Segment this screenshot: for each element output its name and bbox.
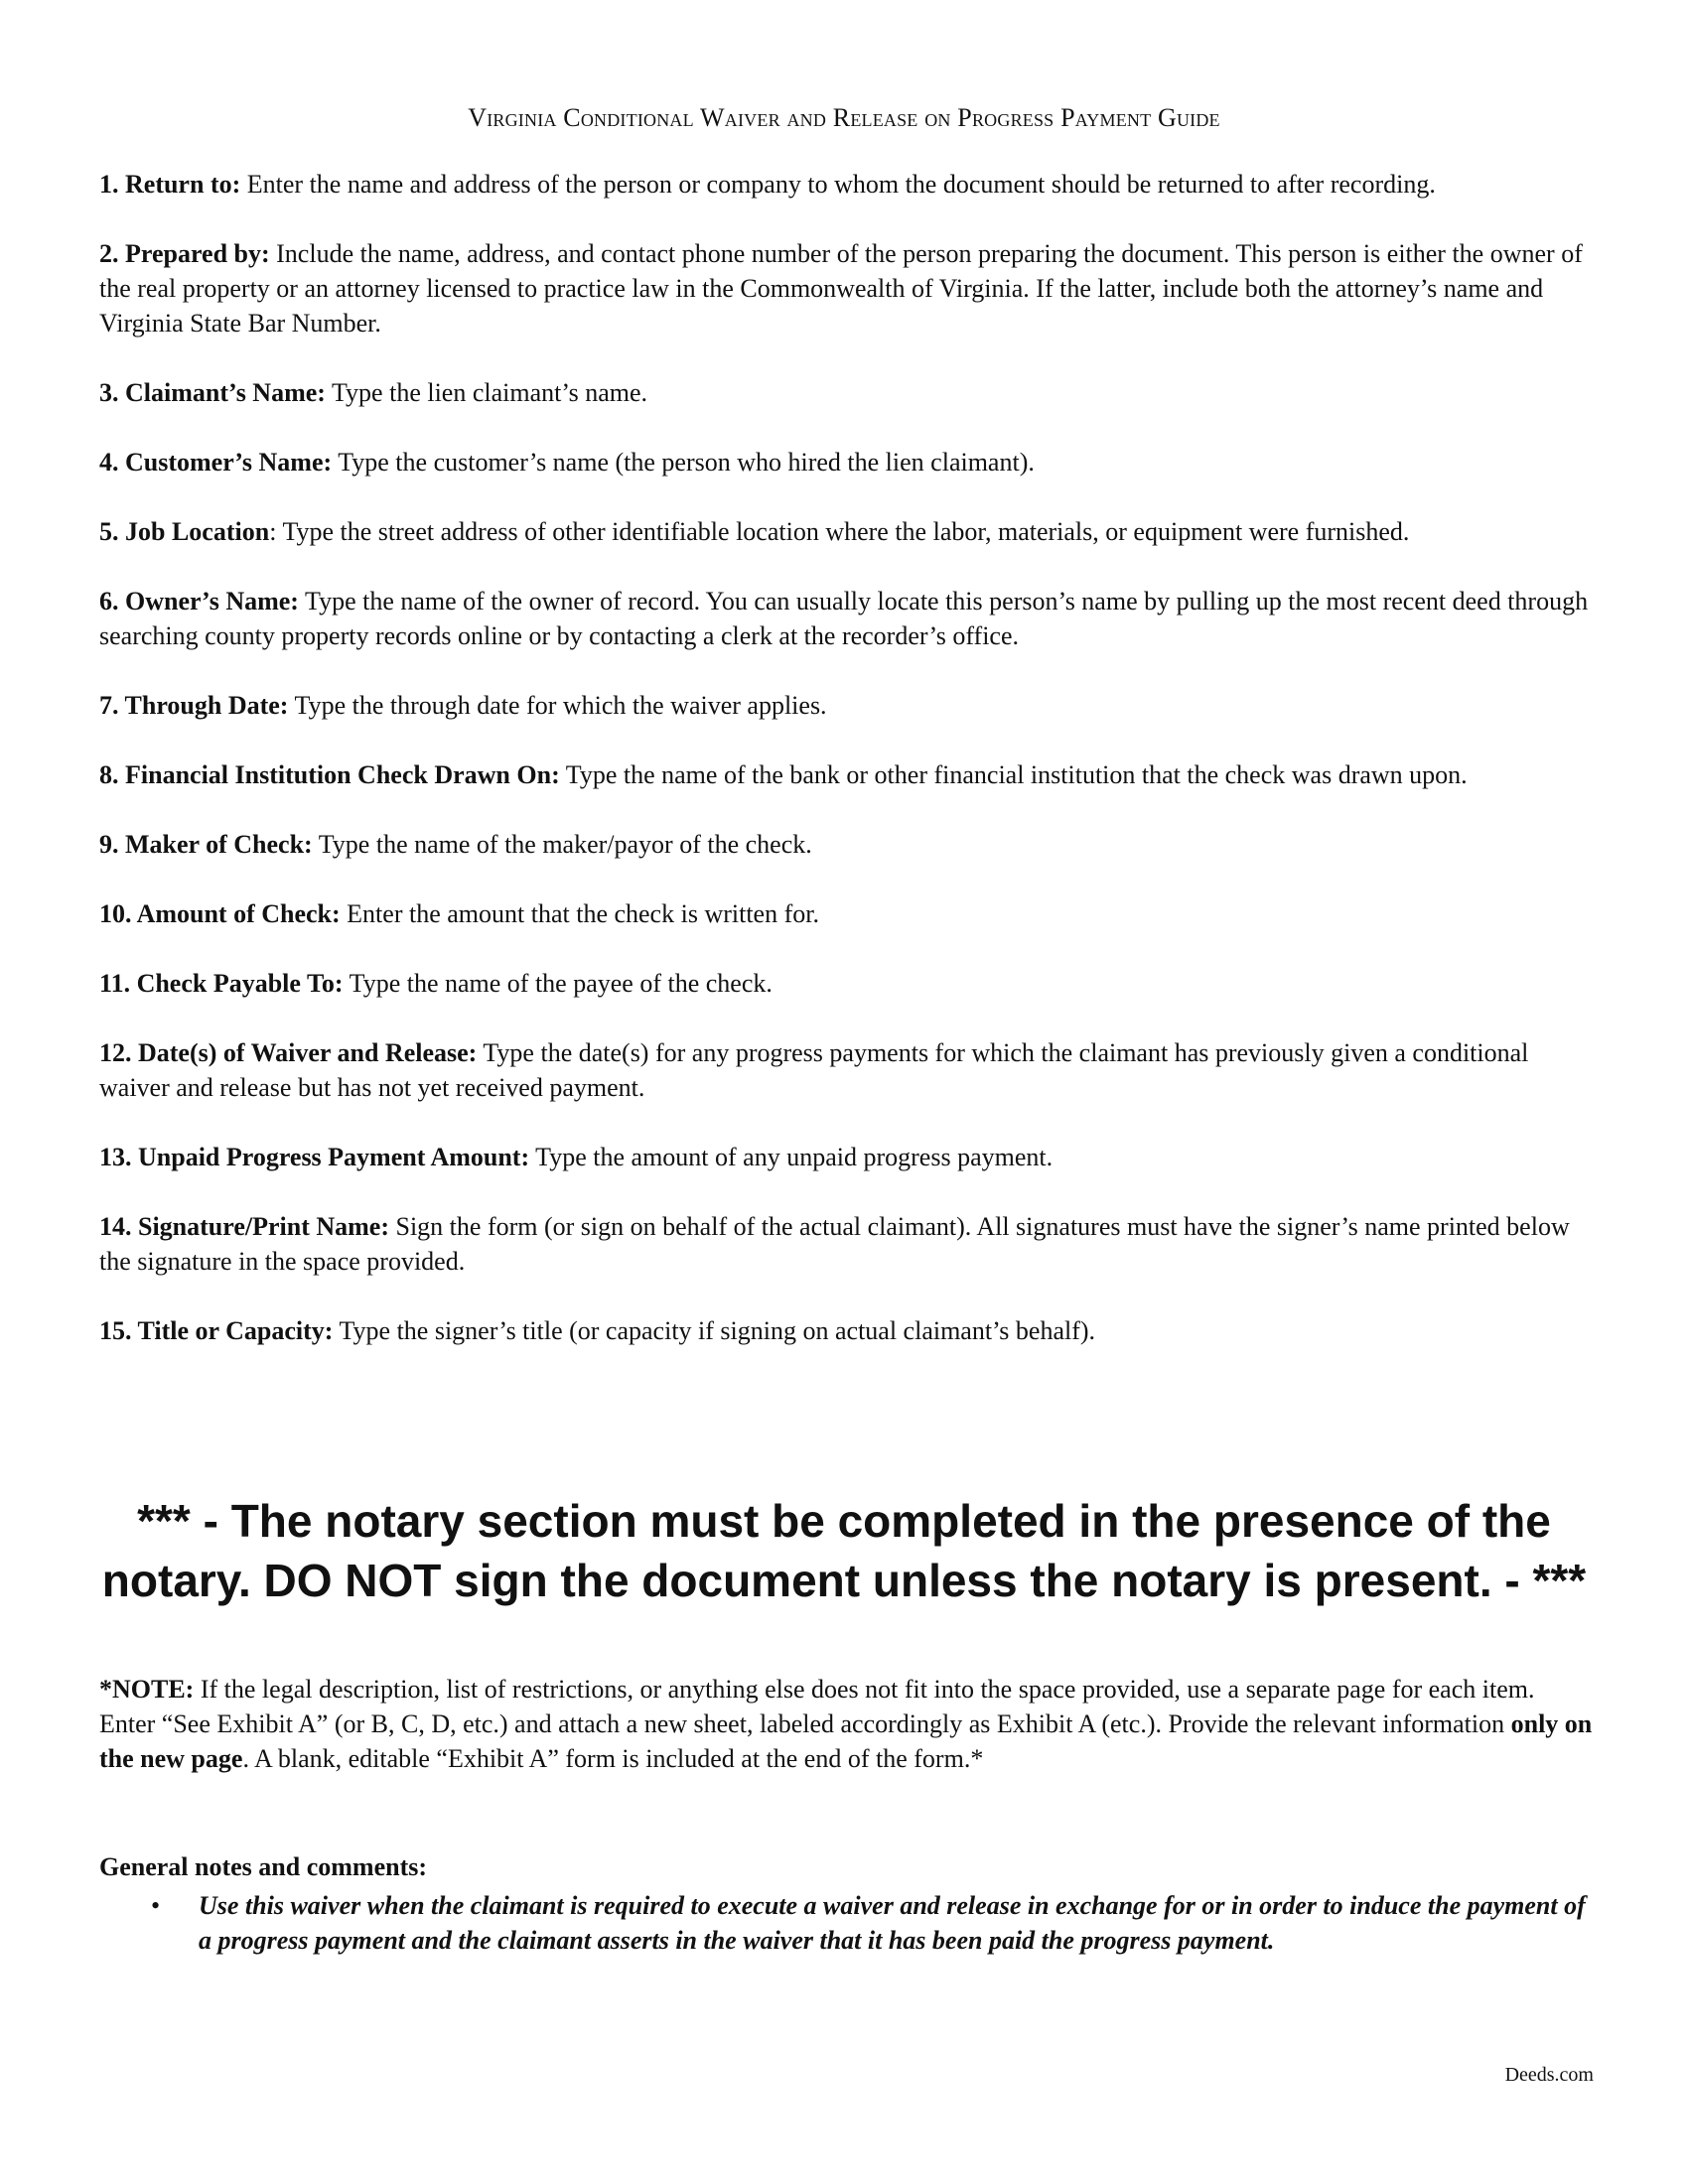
instruction-label: 5. Job Location (99, 517, 270, 546)
instruction-label: 14. Signature/Print Name: (99, 1212, 389, 1241)
instruction-label: 8. Financial Institution Check Drawn On: (99, 760, 560, 789)
instruction-label: 3. Claimant’s Name: (99, 378, 326, 407)
instruction-text: Type the name of the bank or other financial institution that the check was drawn upon. (559, 760, 1468, 789)
general-note-text: Use this waiver when the claimant is required to execute a waiver and release in exchange for or in order to induce the payment of a progress payment and the claimant asserts in the waiver that it has been paid the progress payment. (199, 1891, 1586, 1955)
instruction-item (99, 688, 1594, 723)
instruction-list (99, 167, 1594, 1383)
instruction-text: Type the through date for which the waiver applies. (288, 691, 827, 720)
instruction-item (99, 445, 1594, 479)
note-text-end: . A blank, editable “Exhibit A” form is included at the end of the form.* (242, 1744, 984, 1773)
instruction-text: Type the name of the owner of record. You can usually locate this person’s name by pulling up the most recent deed through searching county property records online or by contacting a clerk at the recorder’s office. (99, 587, 1589, 650)
instruction-item (99, 1313, 1594, 1348)
instruction-label: 6. Owner’s Name: (99, 587, 299, 615)
notary-warning: *** - The notary section must be completed in the presence of the notary. DO NOT sign the document unless the notary is present. - *** (101, 1495, 1587, 1606)
instruction-text: : Type the street address of other identifiable location where the labor, materials, or equipment were furnished. (269, 517, 1410, 546)
general-notes-list (99, 1888, 1594, 1958)
instruction-label: 2. Prepared by: (99, 239, 270, 268)
instruction-text: Sign the form (or sign on behalf of the actual claimant). All signatures must have the signer’s name printed below the signature in the space provided. (99, 1212, 1570, 1276)
note-text: If the legal description, list of restrictions, or anything else does not fit into the space provided, use a separate page for each item. Enter “See Exhibit A” (or B, C, D, etc.) and attach a new sheet, labeled accordingly as Exhibit A (etc.). Provide the relevant information (99, 1675, 1535, 1738)
note-label: *NOTE: (99, 1675, 195, 1704)
instruction-text: Type the date(s) for any progress payments for which the claimant has previously given a conditional waiver and release but has not yet received payment. (99, 1038, 1529, 1102)
instruction-text: Type the name of the maker/payor of the check. (312, 830, 812, 859)
instruction-text: Type the name of the payee of the check. (343, 969, 773, 998)
instruction-label: 1. Return to: (99, 170, 241, 199)
instruction-text: Type the signer’s title (or capacity if signing on actual claimant’s behalf). (333, 1316, 1096, 1345)
general-note-item (99, 1888, 1594, 1958)
instruction-label: 7. Through Date: (99, 691, 289, 720)
instruction-label: 4. Customer’s Name: (99, 448, 333, 477)
instruction-item (99, 1209, 1594, 1279)
instruction-item (99, 167, 1594, 202)
instruction-item (99, 514, 1594, 549)
document-title: Virginia Conditional Waiver and Release on Progress Payment Guide (468, 103, 1220, 132)
instruction-text: Type the customer’s name (the person who hired the lien claimant). (332, 448, 1035, 477)
instruction-text: Type the amount of any unpaid progress payment. (529, 1143, 1054, 1171)
instruction-label: 10. Amount of Check: (99, 899, 341, 928)
instruction-label: 9. Maker of Check: (99, 830, 313, 859)
instruction-item (99, 896, 1594, 931)
instruction-text: Include the name, address, and contact phone number of the person preparing the document. This person is either the owner of the real property or an attorney licensed to practice law in the Commonwealth of Virginia. If the latter, include both the attorney’s name and Virginia State Bar Number. (99, 239, 1583, 338)
instruction-item (99, 375, 1594, 410)
instruction-text: Enter the amount that the check is written for. (340, 899, 819, 928)
general-notes-heading: General notes and comments: (99, 1852, 428, 1881)
instruction-item (99, 236, 1594, 341)
instruction-label: 12. Date(s) of Waiver and Release: (99, 1038, 478, 1067)
note-emphasis: only on the new page (99, 1709, 1593, 1773)
instruction-text: Enter the name and address of the person or company to whom the document should be returned to after recording. (240, 170, 1436, 199)
instruction-label: 11. Check Payable To: (99, 969, 344, 998)
instruction-text: Type the lien claimant’s name. (325, 378, 648, 407)
instruction-item (99, 966, 1594, 1001)
bullet-icon: • (151, 1891, 161, 1920)
instruction-item (99, 1140, 1594, 1174)
footer-brand: Deeds.com (1504, 2064, 1594, 2086)
instruction-label: 15. Title or Capacity: (99, 1316, 334, 1345)
instruction-item (99, 757, 1594, 792)
instruction-item (99, 827, 1594, 862)
instruction-item (99, 1035, 1594, 1105)
instruction-item (99, 584, 1594, 653)
instruction-label: 13. Unpaid Progress Payment Amount: (99, 1143, 530, 1171)
exhibit-note (99, 1672, 1594, 1776)
